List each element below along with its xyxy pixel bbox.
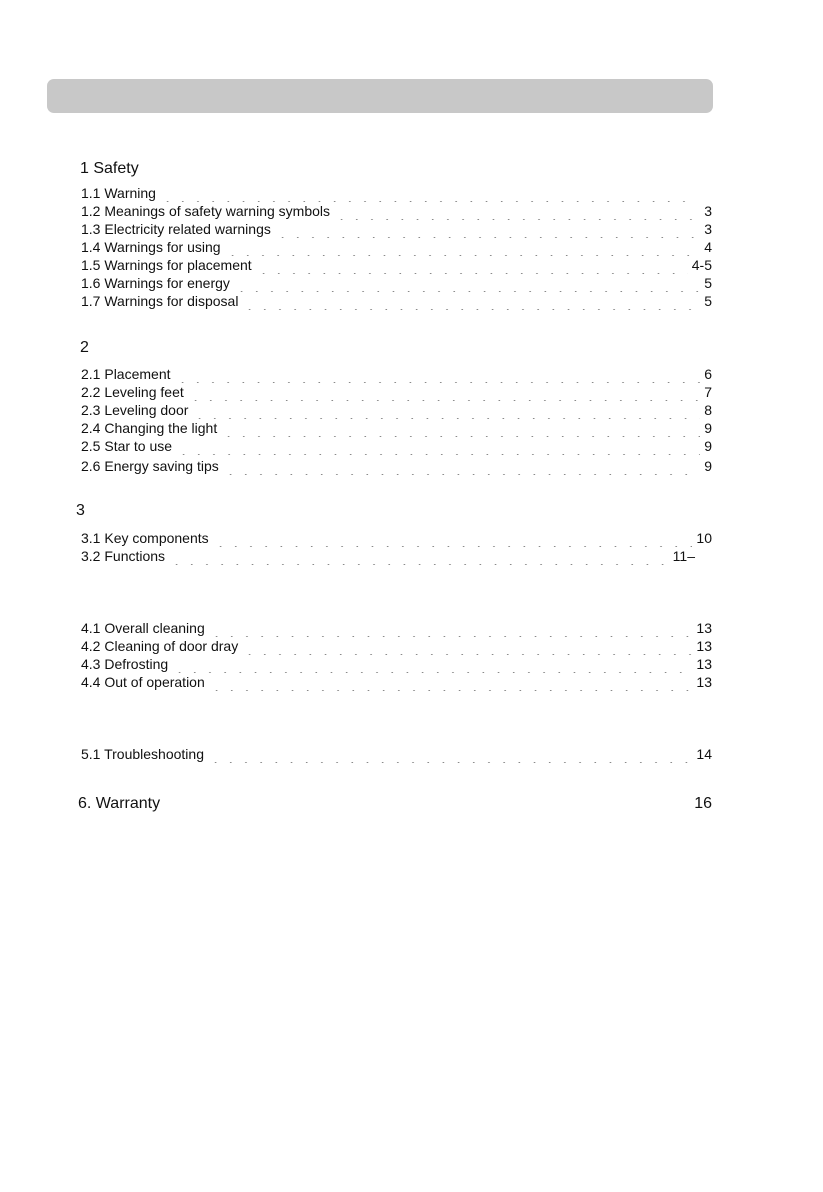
toc-entry-1-2[interactable]: [81, 203, 712, 220]
toc-entry-1-6[interactable]: [81, 275, 712, 292]
entry-page: 4-5: [691, 257, 712, 273]
entry-label: 1.6 Warnings for energy: [81, 275, 230, 291]
entry-page: 8: [704, 402, 712, 418]
dot-leader: [172, 656, 692, 673]
toc-entry-1-3[interactable]: [81, 221, 712, 238]
toc-entry-1-7[interactable]: [81, 293, 712, 310]
dot-leader: [164, 795, 690, 812]
entry-label: 6. Warranty: [78, 795, 161, 812]
toc-entry-3-2[interactable]: [81, 548, 695, 565]
toc-entry-1-5[interactable]: [81, 257, 712, 274]
entry-label: 2.4 Changing the light: [81, 420, 218, 436]
entry-label: 2.6 Energy saving tips: [81, 458, 219, 474]
toc-entry-1-4[interactable]: [81, 239, 712, 256]
toc-entry-2-4[interactable]: [81, 420, 712, 437]
dot-leader: [208, 746, 692, 763]
entry-label: 3.2 Functions: [81, 548, 166, 564]
section-heading-2: 2: [80, 339, 89, 356]
entry-page: 11–: [672, 548, 695, 564]
entry-page: 4: [704, 239, 712, 255]
dot-leader: [160, 185, 694, 202]
dot-leader: [221, 420, 700, 437]
dot-leader: [176, 438, 700, 455]
entry-page: 3: [704, 203, 712, 219]
dot-leader: [188, 384, 700, 401]
dot-leader: [234, 275, 700, 292]
dot-leader: [209, 620, 693, 637]
dot-leader: [223, 458, 700, 475]
entry-label: 1.7 Warnings for disposal: [81, 293, 239, 309]
section-heading-safety: 1 Safety: [80, 160, 139, 177]
entry-page: 9: [704, 438, 712, 454]
toc-entry-2-2[interactable]: [81, 384, 712, 401]
entry-label: 2.5 Star to use: [81, 438, 173, 454]
toc-entry-warranty[interactable]: [78, 795, 712, 812]
entry-label: 1.5 Warnings for placement: [81, 257, 252, 273]
entry-label: 2.3 Leveling door: [81, 402, 189, 418]
dot-leader: [192, 402, 700, 419]
toc-entry-4-3[interactable]: [81, 656, 712, 673]
toc-entry-2-5[interactable]: [81, 438, 712, 455]
dot-leader: [275, 221, 700, 238]
dot-leader: [334, 203, 700, 220]
toc-entry-2-3[interactable]: [81, 402, 712, 419]
entry-label: 4.4 Out of operation: [81, 674, 205, 690]
toc-entry-3-1[interactable]: [81, 530, 712, 547]
section-heading-3: 3: [76, 502, 85, 519]
entry-label: 3.1 Key components: [81, 530, 209, 546]
entry-page: 7: [704, 384, 712, 400]
toc-entry-2-1[interactable]: [81, 366, 712, 383]
header-bar: [47, 79, 713, 113]
dot-leader: [242, 293, 700, 310]
entry-page: 16: [694, 795, 712, 812]
entry-label: 4.3 Defrosting: [81, 656, 169, 672]
dot-leader: [242, 638, 692, 655]
entry-page: 13: [696, 638, 712, 654]
dot-leader: [169, 548, 669, 565]
dot-leader: [209, 674, 693, 691]
entry-label: 1.2 Meanings of safety warning symbols: [81, 203, 331, 219]
entry-page: 13: [696, 620, 712, 636]
dot-leader: [213, 530, 693, 547]
entry-label: 2.1 Placement: [81, 366, 171, 382]
entry-label: 1.4 Warnings for using: [81, 239, 221, 255]
entry-label: 4.1 Overall cleaning: [81, 620, 205, 636]
dot-leader: [256, 257, 688, 274]
toc-entry-4-4[interactable]: [81, 674, 712, 691]
entry-label: 1.3 Electricity related warnings: [81, 221, 271, 237]
entry-page: 5: [704, 293, 712, 309]
entry-label: 4.2 Cleaning of door dray: [81, 638, 239, 654]
toc-entry-5-1[interactable]: [81, 746, 712, 763]
entry-page: 9: [704, 420, 712, 436]
dot-leader: [175, 366, 701, 383]
entry-page: 9: [704, 458, 712, 474]
entry-page: 13: [696, 656, 712, 672]
entry-page: 3: [704, 221, 712, 237]
entry-label: 2.2 Leveling feet: [81, 384, 184, 400]
entry-page: 6: [704, 366, 712, 382]
toc-entry-1-1[interactable]: [81, 185, 698, 202]
dot-leader: [225, 239, 701, 256]
entry-page: 5: [704, 275, 712, 291]
entry-page: 14: [696, 746, 712, 762]
toc-entry-2-6[interactable]: [81, 458, 712, 475]
entry-label: 1.1 Warning: [81, 185, 156, 201]
toc-entry-4-1[interactable]: [81, 620, 712, 637]
entry-page: 10: [696, 530, 712, 546]
toc-entry-4-2[interactable]: [81, 638, 712, 655]
entry-label: 5.1 Troubleshooting: [81, 746, 204, 762]
entry-page: 13: [696, 674, 712, 690]
